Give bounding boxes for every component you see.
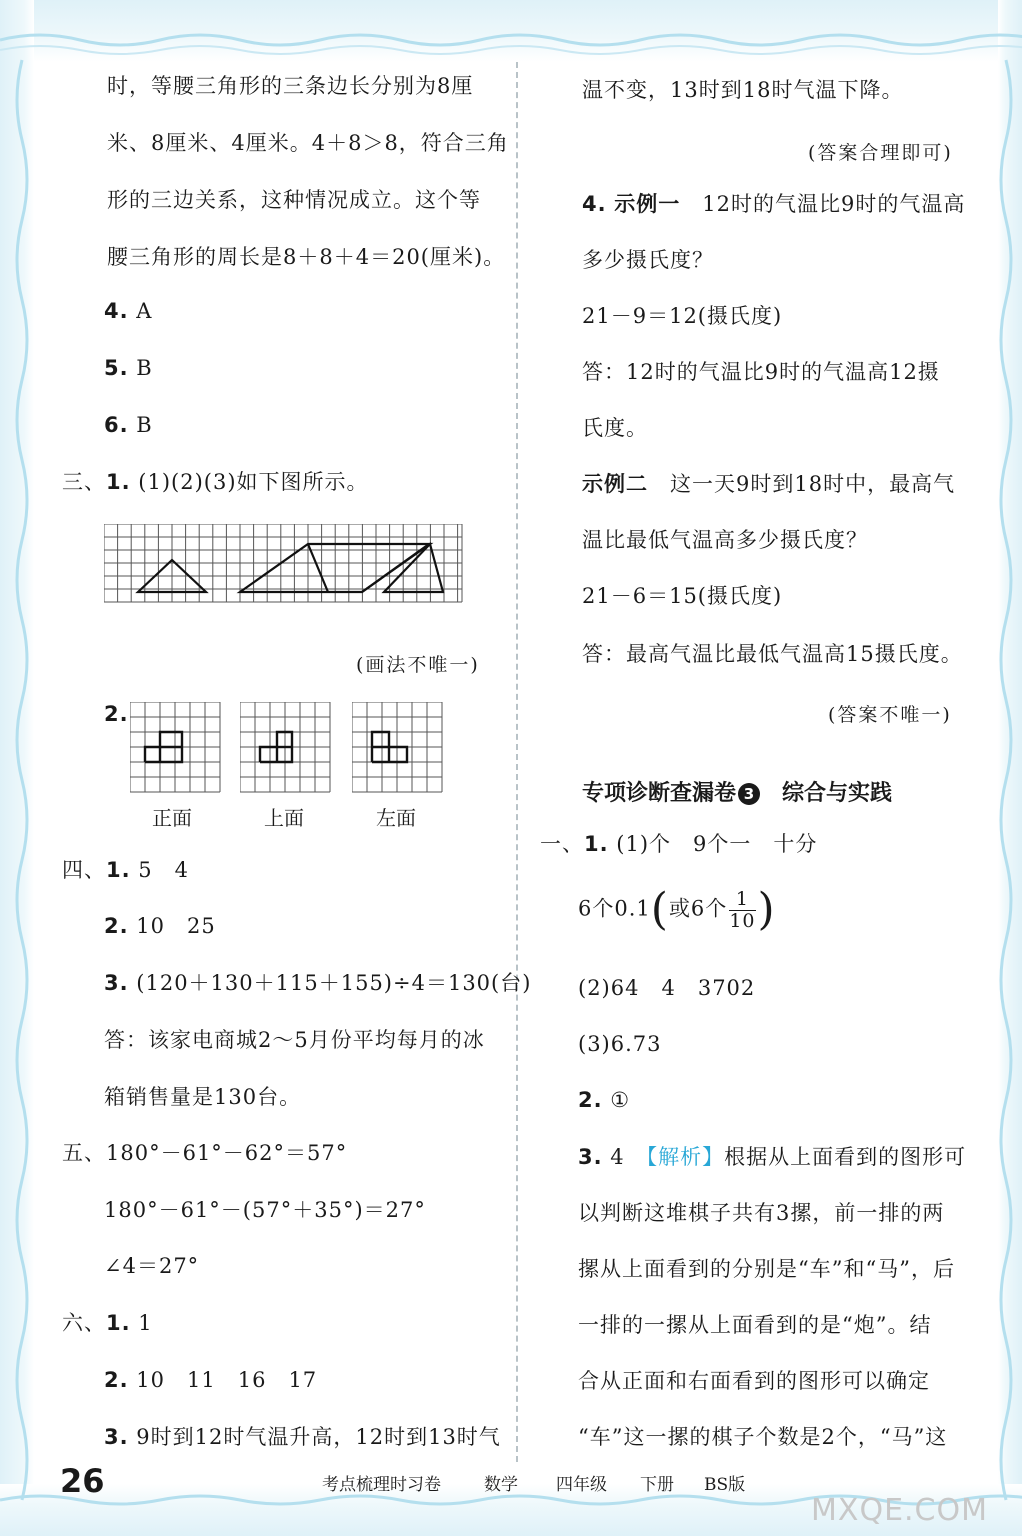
analysis-text-line: 以判断这堆棋子共有3摞，前一排的两 [578, 1201, 945, 1225]
footer-grade: 四年级 [556, 1475, 607, 1495]
answer-text-line: 腰三角形的周长是8＋8＋4＝20(厘米)。 [107, 245, 506, 269]
fraction: $\frac{1}{10}$ [729, 887, 756, 932]
label-front-view: 正面 [152, 806, 192, 830]
equation-line: 21－6＝15(摄氏度) [582, 584, 783, 608]
answer-text-line: 答：该家电商城2～5月份平均每月的冰 [104, 1028, 485, 1052]
footer-volume: 下册 [640, 1475, 674, 1495]
answer-text-line: 多少摄氏度？ [582, 248, 714, 272]
question-4-example-2: 示例二 这一天9时到18时中，最高气 [582, 472, 956, 496]
answer-text-line: (3)6.73 [578, 1032, 662, 1056]
front-view-grid [130, 702, 222, 794]
answer-text-line: 米、8厘米、4厘米。4＋8＞8，符合三角 [107, 131, 509, 155]
analysis-tag: 【解析】 [646, 1145, 725, 1169]
section-4-question-1: 四、1. 5 4 [62, 858, 190, 882]
label-left-view: 左面 [376, 806, 416, 830]
note-reasonable-answer: (答案合理即可) [808, 142, 953, 164]
section-3-question-1: 三、1. (1)(2)(3)如下图所示。 [62, 470, 369, 494]
note-drawing-not-unique: (画法不唯一) [356, 654, 480, 676]
top-view-grid [240, 702, 332, 794]
left-view-grid [352, 702, 444, 794]
section-4-question-2: 2. 10 25 [104, 914, 216, 938]
section-6-question-3: 3. 9时到12时气温升高，12时到13时气 [104, 1425, 501, 1449]
section-3-question-2-number: 2. [104, 702, 129, 726]
question-4-example-1: 4. 示例一 12时的气温比9时的气温高 [582, 192, 966, 216]
page-number: 26 [60, 1462, 105, 1500]
answer-text-line: 答：12时的气温比9时的气温高12摄 [582, 360, 940, 384]
answer-text-line: 温比最低气温高多少摄氏度？ [582, 528, 868, 552]
section-5-line-3: ∠4＝27° [104, 1254, 200, 1278]
grid-shapes-figure [104, 524, 464, 604]
section-number-badge: 3 [738, 783, 760, 805]
section-1-question-3: 3. 4 【解析】根据从上面看到的图形可 [578, 1145, 967, 1169]
footer-subject: 数学 [484, 1475, 518, 1495]
label-top-view: 上面 [264, 806, 304, 830]
question-5: 5. B [104, 356, 153, 380]
section-6-question-2: 2. 10 11 16 17 [104, 1368, 318, 1392]
section-1-question-1: 一、1. (1)个 9个一 十分 [540, 832, 818, 856]
question-6: 6. B [104, 413, 153, 437]
answer-text-line: 温不变，13时到18时气温下降。 [582, 78, 904, 102]
section-6-question-1: 六、1. 1 [62, 1311, 153, 1335]
trapezoid-shape [384, 544, 443, 592]
analysis-text-line: “车”这一摞的棋子个数是2个，“马”这 [578, 1425, 948, 1449]
question-4: 4. A [104, 299, 153, 323]
analysis-text-line: 摞从上面看到的分别是“车”和“马”，后 [578, 1257, 955, 1281]
analysis-text-line: 合从正面和右面看到的图形可以确定 [578, 1369, 930, 1393]
equation-line: 21－9＝12(摄氏度) [582, 304, 783, 328]
answer-text-line: 答：最高气温比最低气温高15摄氏度。 [582, 642, 963, 666]
answer-text-line: 箱销售量是130台。 [104, 1085, 302, 1109]
answer-text-line: (2)64 4 3702 [578, 976, 756, 1000]
section-5-line-1: 五、180°－61°－62°＝57° [62, 1141, 348, 1165]
section-5-line-2: 180°－61°－(57°＋35°)＝27° [104, 1198, 426, 1222]
analysis-text-line: 一排的一摞从上面看到的是“炮”。结 [578, 1313, 932, 1337]
column-divider [516, 62, 518, 1462]
answer-with-fraction: 6个0.1(或6个 $\frac{1}{10}$ ) [578, 884, 776, 935]
answer-text-line: 形的三边关系，这种情况成立。这个等 [107, 188, 481, 212]
answer-text-line: 氏度。 [582, 416, 648, 440]
watermark: MXQE.COM [811, 1493, 988, 1528]
section-heading: 专项诊断查漏卷 3 综合与实践 [582, 781, 893, 806]
section-1-question-2: 2. ① [578, 1088, 631, 1112]
footer-book-title: 考点梳理时习卷 [322, 1475, 441, 1495]
section-4-question-3: 3. (120＋130＋115＋155)÷4＝130(台) [104, 971, 532, 995]
footer-edition: BS版 [704, 1475, 746, 1495]
answer-text-line: 时，等腰三角形的三条边长分别为8厘 [107, 74, 474, 98]
note-answer-not-unique: (答案不唯一) [828, 704, 952, 726]
